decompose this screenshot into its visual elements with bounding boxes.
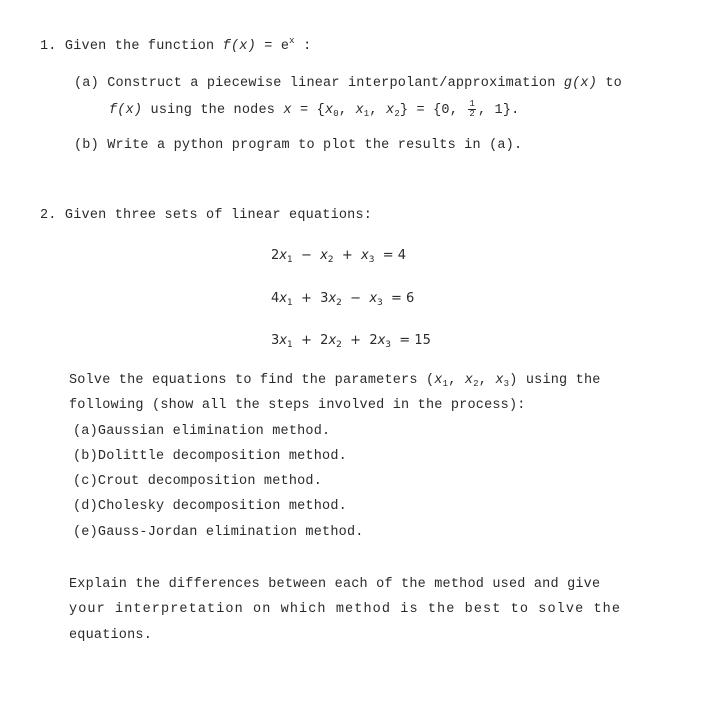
equation-3 bbox=[271, 333, 431, 350]
explain-line-1: Explain the differences between each of the method used and give bbox=[69, 577, 601, 592]
eq1-s2: 2 bbox=[327, 255, 334, 265]
equation-1 bbox=[271, 248, 406, 265]
q1a-gx: g(x) bbox=[563, 76, 598, 91]
eq2-op2: − bbox=[350, 291, 362, 306]
eq3-c1: 3 bbox=[271, 333, 280, 348]
q1a-s1: 1 bbox=[363, 109, 370, 120]
q2-param-x1: x bbox=[434, 373, 443, 388]
q1b-text: Write a python program to plot the results in (a). bbox=[107, 138, 523, 153]
q2-title bbox=[40, 208, 372, 223]
q1a-fraction bbox=[468, 100, 476, 119]
eq3-s1: 1 bbox=[286, 340, 293, 350]
q1-prefix: Given the function bbox=[64, 39, 215, 54]
q2-param-s2: 2 bbox=[473, 379, 479, 389]
q1a-end: , 1}. bbox=[477, 103, 520, 119]
eq1-x2: x bbox=[320, 248, 328, 263]
eq2-op1: + bbox=[300, 291, 312, 306]
q1a-text1: Construct a piecewise linear interpolant/approximation bbox=[107, 76, 556, 91]
explain-line-2: your interpretation on which method is the best to solve the bbox=[69, 602, 622, 617]
q1b-label: (b) bbox=[74, 138, 99, 153]
q1-func: f(x) bbox=[222, 39, 256, 54]
eq2-x3: x bbox=[369, 291, 378, 306]
q2-solve-text-b: ) using the bbox=[509, 373, 601, 388]
q1a-x: x bbox=[283, 103, 292, 119]
eq1-x1: x bbox=[279, 248, 287, 263]
method-e: (e)Gauss-Jordan elimination method. bbox=[73, 525, 364, 540]
q1-eq: = bbox=[264, 39, 273, 54]
eq2-rhs: = 6 bbox=[391, 291, 415, 306]
eq3-x3: x bbox=[377, 333, 386, 348]
eq2-c1: 4 bbox=[271, 291, 280, 306]
q2-solve-line2: following (show all the steps involved in the process): bbox=[69, 398, 526, 413]
eq2-c2: 3 bbox=[320, 291, 329, 306]
q1-suffix: : bbox=[303, 39, 312, 54]
q1a-label: (a) bbox=[74, 76, 99, 91]
method-d: (d)Cholesky decomposition method. bbox=[73, 499, 347, 514]
eq1-op1: − bbox=[300, 248, 312, 263]
q1b-line bbox=[74, 138, 522, 153]
q1a-using: using the nodes bbox=[150, 103, 276, 119]
eq1-s1: 1 bbox=[286, 255, 293, 265]
eq3-x1: x bbox=[279, 333, 287, 348]
q2-param-s1: 1 bbox=[442, 379, 449, 389]
q2-number: 2. bbox=[40, 208, 57, 223]
eq1-c1: 2 bbox=[271, 248, 280, 263]
q1a-x0: x bbox=[324, 103, 334, 119]
method-a: (a)Gaussian elimination method. bbox=[73, 424, 331, 439]
eq3-s3: 3 bbox=[385, 340, 392, 350]
q1a-frac-num: 1 bbox=[469, 99, 475, 109]
q1a-line2: f(x) using the nodes $x = \{x_0$, $x_1$, $x_2\} = \{0$, $\frac{1}{2}$ , 1}. bbox=[109, 99, 520, 120]
q1-title bbox=[40, 36, 311, 54]
eq3-rhs: = 15 bbox=[399, 333, 431, 348]
method-c: (c)Crout decomposition method. bbox=[73, 474, 323, 489]
q2-solve-text-a: Solve the equations to find the parameters ( bbox=[69, 373, 435, 388]
q2-param-x3: x bbox=[495, 373, 504, 388]
q1-number: 1. bbox=[40, 39, 57, 54]
eq3-s2: 2 bbox=[336, 340, 342, 350]
eq1-s3: 3 bbox=[368, 255, 375, 265]
eq3-c3: 2 bbox=[369, 333, 378, 348]
q1a-frac-den: 2 bbox=[469, 109, 475, 119]
q1a-close: } = {0, bbox=[399, 103, 459, 119]
method-b: (b)Dolittle decomposition method. bbox=[73, 449, 347, 464]
q1a-x1: x bbox=[355, 103, 364, 119]
eq2-s3: 3 bbox=[377, 298, 383, 308]
q1a-open: { bbox=[316, 103, 325, 119]
eq3-c2: 2 bbox=[320, 333, 329, 348]
eq2-s1: 1 bbox=[286, 298, 293, 308]
q1-exp: x bbox=[289, 36, 295, 46]
eq2-x1: x bbox=[279, 291, 287, 306]
eq3-op2: + bbox=[350, 333, 362, 348]
q2-intro: Given three sets of linear equations: bbox=[64, 208, 373, 223]
equation-2 bbox=[271, 291, 414, 308]
q1a-eq: = bbox=[300, 103, 309, 119]
eq3-x2: x bbox=[328, 333, 337, 348]
eq1-x3: x bbox=[361, 248, 369, 263]
q1a-x2: x bbox=[386, 103, 395, 119]
explain-line-3: equations. bbox=[69, 628, 153, 643]
eq3-op1: + bbox=[300, 333, 312, 348]
eq2-s2: 2 bbox=[336, 298, 342, 308]
q1-base: e bbox=[280, 39, 290, 54]
q1a-fx: f(x) bbox=[109, 103, 143, 119]
eq2-x2: x bbox=[328, 291, 337, 306]
q1a-to: to bbox=[605, 76, 622, 91]
q2-solve-line1: Solve the equations to find the parameters ($x_1$, $x_2$, $x_3$) using the bbox=[69, 373, 601, 389]
q1a-s0: 0 bbox=[333, 109, 339, 120]
q2-param-s3: 3 bbox=[503, 379, 510, 389]
q1a-s2: 2 bbox=[394, 109, 400, 120]
q1a-line1 bbox=[74, 76, 622, 91]
q2-param-x2: x bbox=[464, 373, 474, 388]
eq1-rhs: = 4 bbox=[382, 248, 407, 263]
eq1-op2: + bbox=[341, 248, 353, 263]
